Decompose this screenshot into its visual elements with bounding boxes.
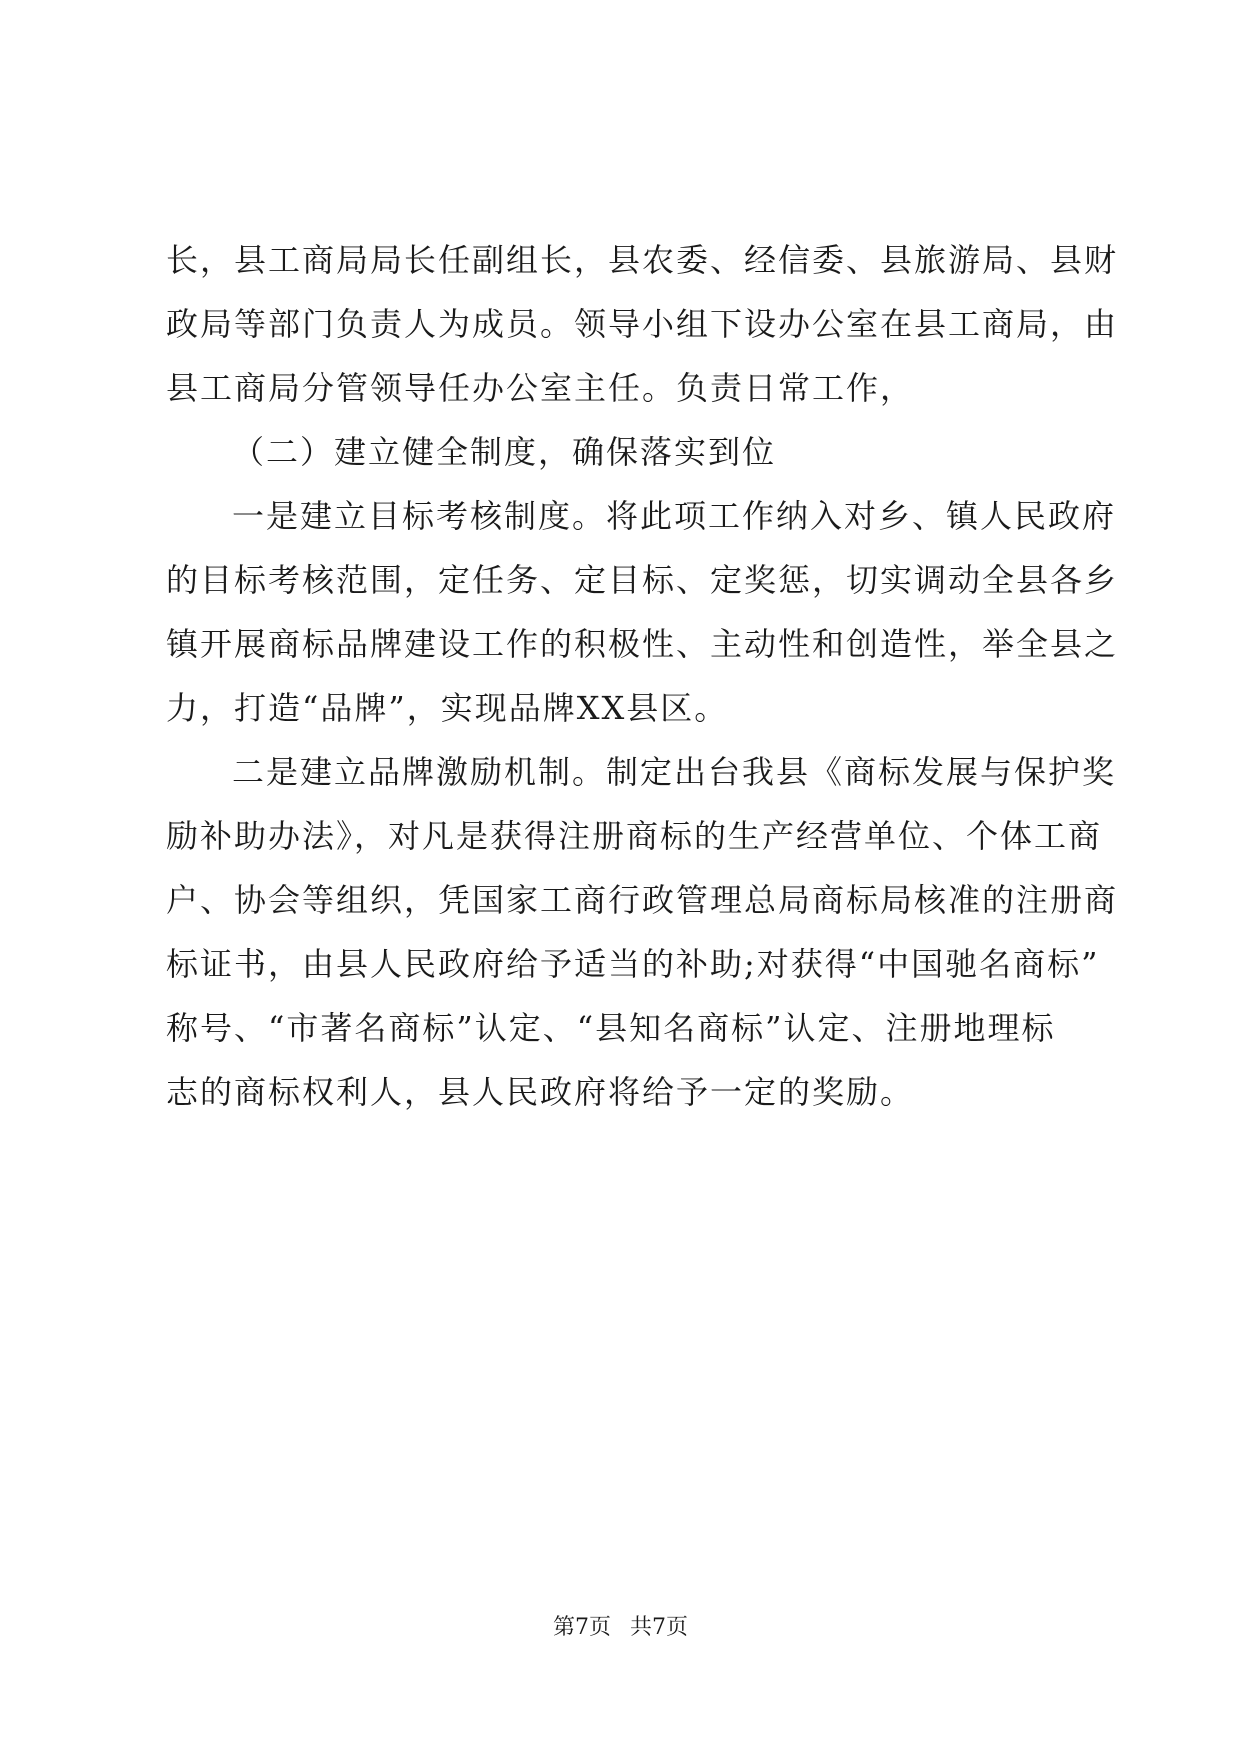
page-footer [0,1613,1241,1643]
paragraph-line: 标证书，由县人民政府给予适当的补助;对获得“中国驰名商标” [166,945,1100,983]
page-number: 第7页 [553,1615,611,1640]
paragraph-line: 户、协会等组织，凭国家工商行政管理总局商标局核准的注册商 [166,881,1119,919]
paragraph-line: 长，县工商局局长任副组长，县农委、经信委、县旅游局、县财 [166,241,1119,279]
paragraph-line: 二是建立品牌激励机制。制定出台我县《商标发展与保护奖 [232,753,1117,791]
document-body [166,228,1119,1124]
paragraph-line: 镇开展商标品牌建设工作的积极性、主动性和创造性，举全县之 [166,625,1119,663]
section-heading: （二）建立健全制度，确保落实到位 [232,433,777,471]
paragraph-line: 一是建立目标考核制度。将此项工作纳入对乡、镇人民政府 [232,497,1117,535]
paragraph-line: 励补助办法》，对凡是获得注册商标的生产经营单位、个体工商 [166,817,1103,855]
paragraph-line: 称号、“市著名商标”认定、“县知名商标”认定、注册地理标 [166,1009,1056,1047]
paragraph-line: 县工商局分管领导任办公室主任。负责日常工作， [166,369,915,407]
paragraph-line: 政局等部门负责人为成员。领导小组下设办公室在县工商局，由 [166,305,1119,343]
page-total: 共7页 [630,1615,688,1640]
paragraph-line: 力，打造“品牌”，实现品牌XX县区。 [166,689,729,727]
paragraph-line: 的目标考核范围，定任务、定目标、定奖惩，切实调动全县各乡 [166,561,1119,599]
paragraph-line: 志的商标权利人，县人民政府将给予一定的奖励。 [166,1073,915,1111]
